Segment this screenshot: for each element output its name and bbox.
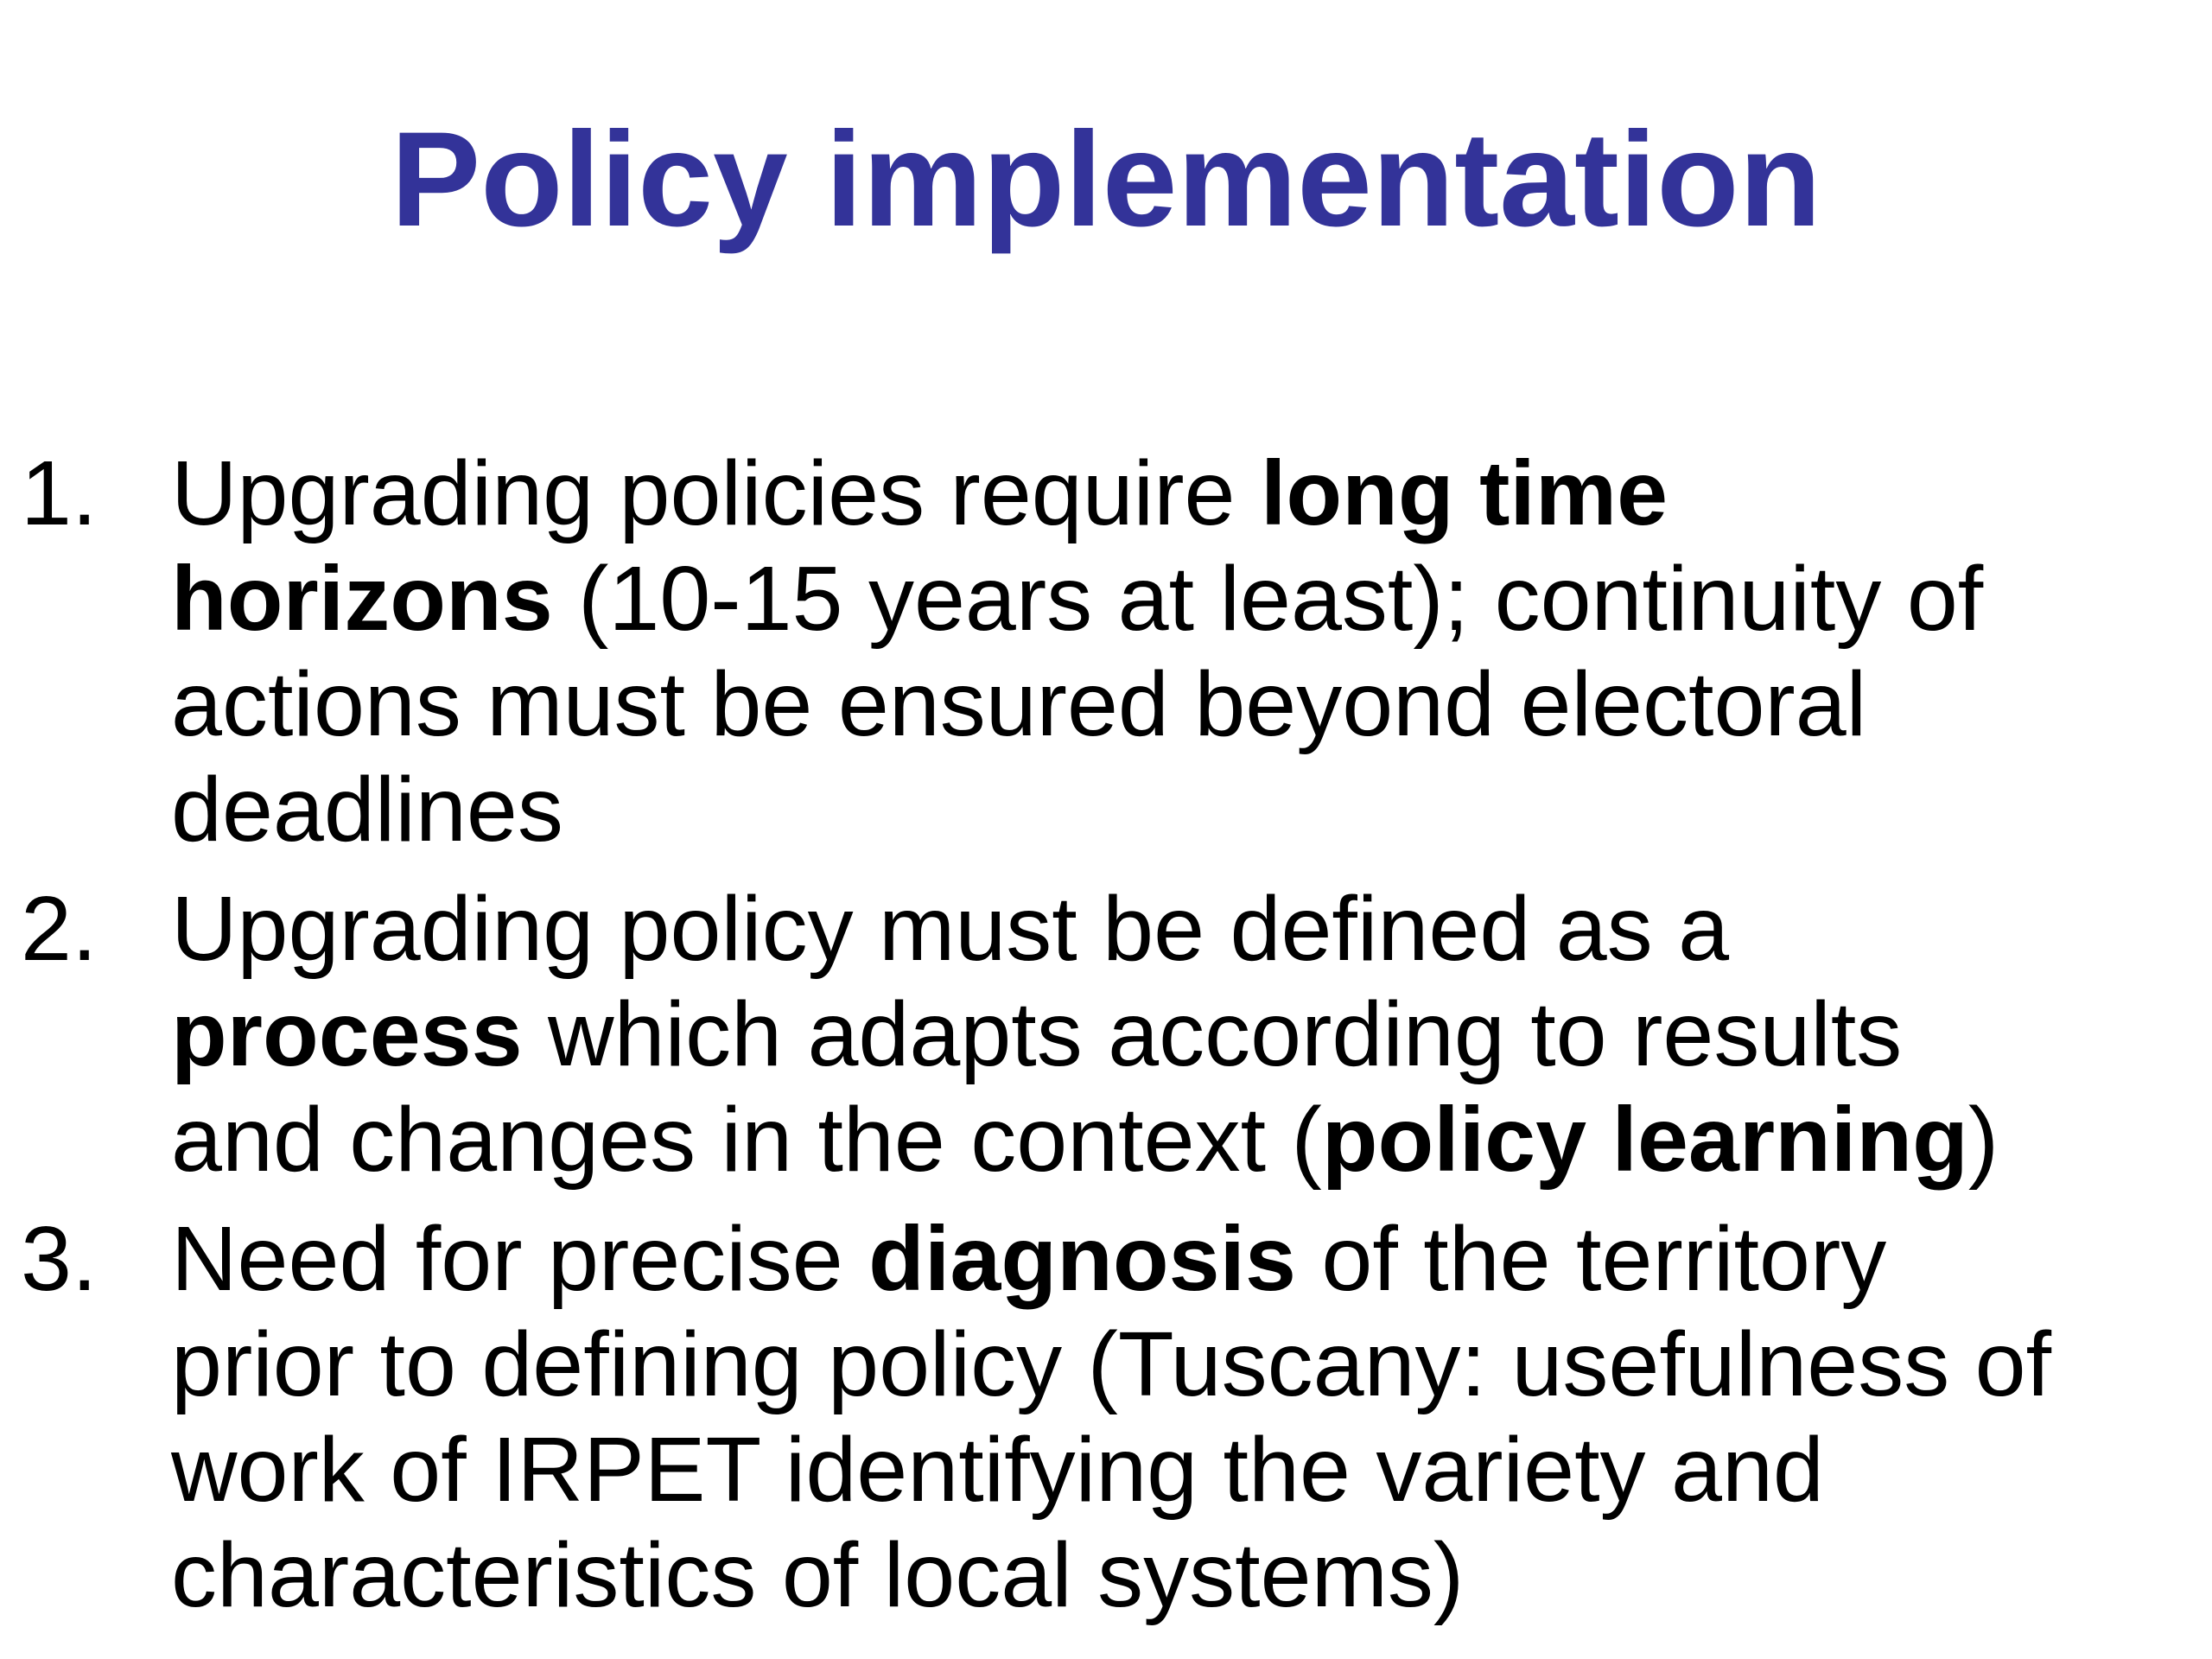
item-line <box>171 1417 2212 1522</box>
item-line <box>171 1312 2212 1417</box>
item-line <box>171 652 2212 757</box>
text-run: ) <box>1967 1089 1999 1191</box>
emphasis-long-time: long time <box>1260 442 1669 544</box>
list-item-1 <box>0 441 2212 862</box>
list-number: 2. <box>21 878 98 980</box>
text-run: (10-15 years at least); continuity of <box>552 548 1984 650</box>
emphasis-diagnosis: diagnosis <box>868 1208 1296 1310</box>
text-run: which adapts according to results <box>522 983 1903 1085</box>
list-item-2 <box>0 876 2212 1192</box>
item-line <box>171 982 2212 1087</box>
text-run: deadlines <box>171 759 563 861</box>
emphasis-policy-learning: policy learning <box>1321 1089 1968 1191</box>
item-line <box>171 1087 2212 1192</box>
item-line <box>171 876 2212 982</box>
list-item-3 <box>0 1206 2212 1628</box>
text-run: characteristics of local systems) <box>171 1524 1465 1626</box>
list-number: 3. <box>21 1208 98 1310</box>
slide-title: Policy implementation <box>391 105 1821 255</box>
numbered-list <box>0 441 2212 1642</box>
item-line <box>171 441 2212 546</box>
text-run: prior to defining policy (Tuscany: usefulness of <box>171 1313 2052 1415</box>
item-line <box>171 757 2212 862</box>
item-line <box>171 546 2212 652</box>
emphasis-horizons: horizons <box>171 548 553 650</box>
text-run: Need for precise <box>171 1208 869 1310</box>
text-run: work of IRPET identifying the variety and <box>171 1419 1824 1521</box>
text-run: and changes in the context ( <box>171 1089 1322 1191</box>
list-number: 1. <box>21 442 98 544</box>
emphasis-process: process <box>171 983 523 1085</box>
item-line <box>171 1206 2212 1312</box>
text-run: Upgrading policies require <box>171 442 1261 544</box>
text-run: actions must be ensured beyond electoral <box>171 653 1867 755</box>
text-run: Upgrading policy must be defined as a <box>171 878 1730 980</box>
text-run: of the territory <box>1295 1208 1887 1310</box>
item-line <box>171 1522 2212 1628</box>
